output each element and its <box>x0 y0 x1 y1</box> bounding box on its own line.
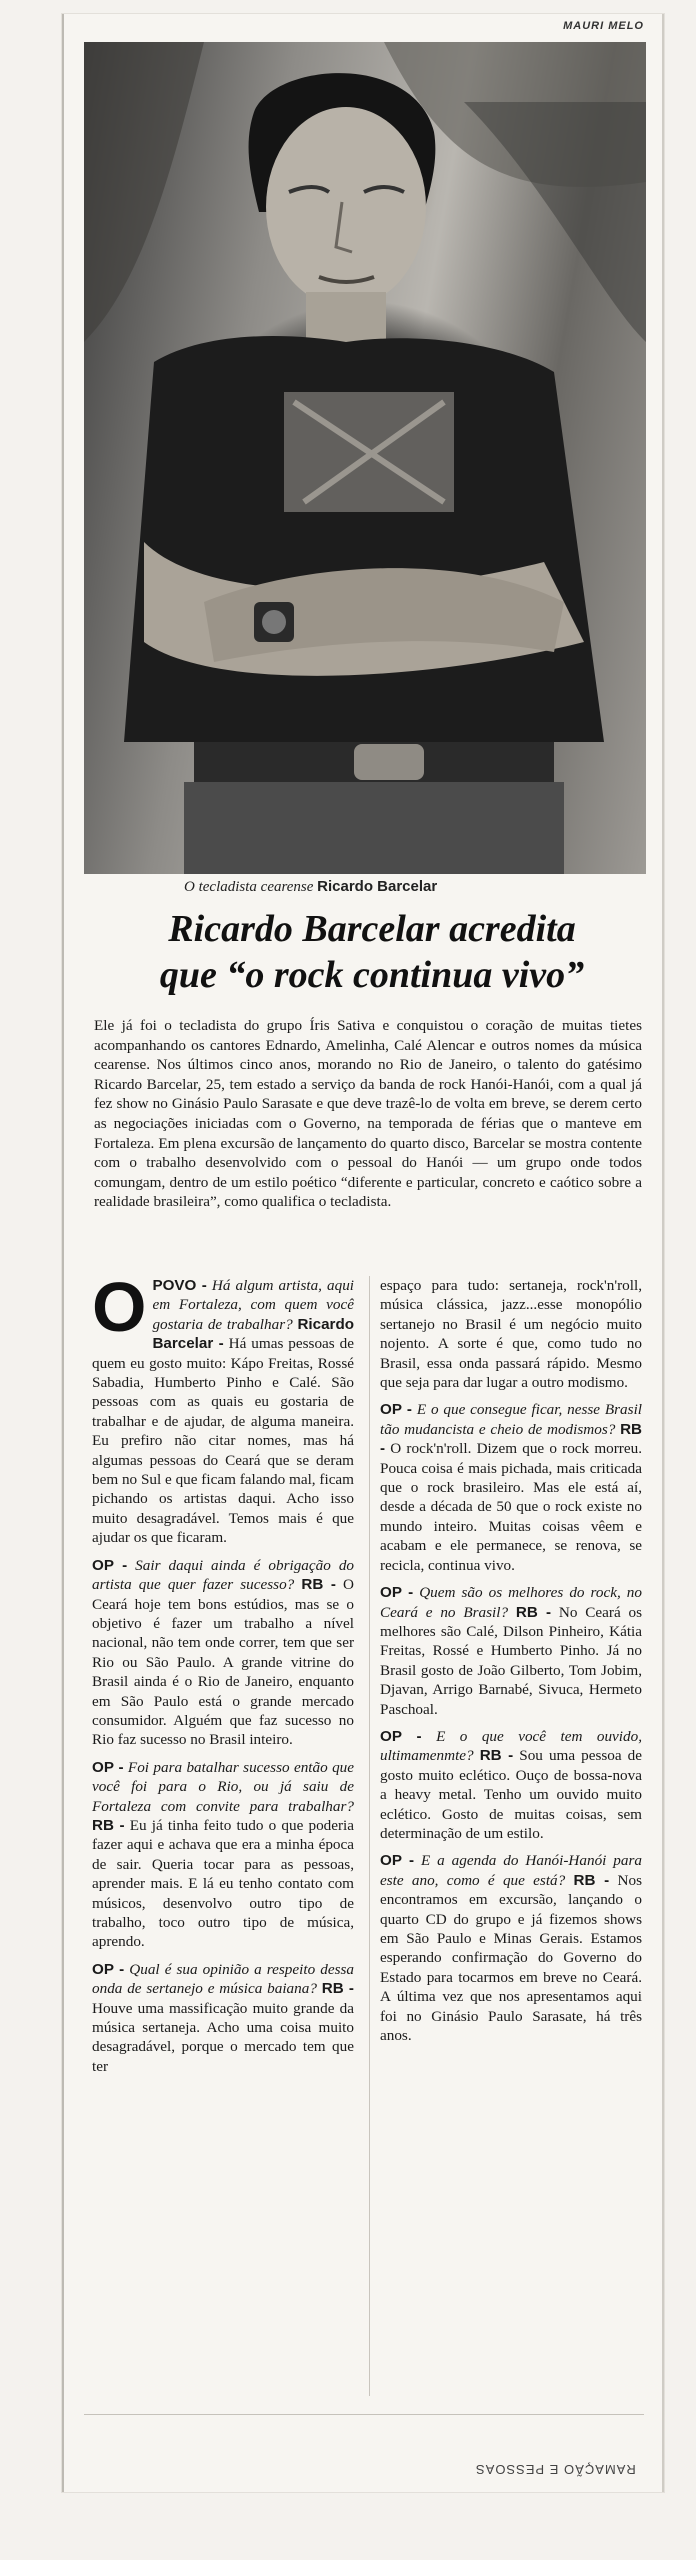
headline <box>102 906 642 998</box>
answer-tag: RB - <box>301 1576 336 1594</box>
qa-block <box>92 1268 355 1548</box>
answer-text: espaço para tudo: sertaneja, rock'n'roll, música clássica, jazz...esse monopólio sertanejo no Brasil é um negócio muito nojento. A sorte é que, como tudo no Brasil, essa onda passará rápido. Mesmo que seja para dar lugar a outro modismo. <box>380 1277 642 1392</box>
question-tag: OP - <box>380 1584 414 1602</box>
question-tag: OP - <box>92 1960 125 1978</box>
answer-tag: RB - <box>380 1420 642 1458</box>
column-divider <box>369 1276 370 2396</box>
dropcap: O <box>92 1268 147 1346</box>
qa-block <box>92 1556 354 1750</box>
headline-line-1: Ricardo Barcelar acredita <box>168 908 576 950</box>
answer-tag: RB - <box>479 1747 514 1765</box>
question-tag: OP - <box>92 1758 124 1776</box>
answer-text: Eu já tinha feito tudo o que poderia fazer aqui e achava que era a minha época de sair. Queria tocar para as pessoas, aprender mais. E lá eu tenho contato com músicos, desenvolvo outro tipo de trabalho, toco outro tipo de música, aprendo. <box>92 1816 355 1951</box>
interview-column-right <box>380 1276 642 2053</box>
question-text: Sair daqui ainda é obrigação do artista que quer fazer sucesso? <box>92 1556 355 1594</box>
interview-column-left <box>92 1268 355 2084</box>
headline-line-2: que “o rock continua vivo” <box>159 954 585 996</box>
answer-tag: RB - <box>92 1816 125 1834</box>
qa-block <box>380 1583 642 1719</box>
qa-block <box>92 1758 354 1952</box>
lead-paragraph: Ele já foi o tecladista do grupo Íris Sativa e conquistou o coração de muitas tietes acompanhando os cantores Ednardo, Amelinha, Calé Alencar e outros nomes da música cearense. Nos últimos cinco anos, morando no Rio de Janeiro, o talento do gatésimo Ricardo Barcelar, 25, tem estado a serviço da banda de rock Hanói-Hanói, com a qual já fez show no Ginásio Paulo Sarasate e que deve trazê-lo de volta em breve, se derem certo as negociações iniciadas com o Governo, na temporada de férias que o manteve em Fortaleza. Em plena excursão de lançamento do quarto disco, Barcelar se mostra contente com o trabalho desenvolvido com o pessoal do Hanói — um grupo onde todos comungam, dentro de um estilo poético “diferente e particular, concreto e caótico sobre a realidade brasileira”, como qualifica o tecladista. <box>94 1017 642 1211</box>
photo-caption <box>184 878 644 896</box>
answer-text: Nos encontramos em excursão, lançando o quarto CD do grupo e já fizemos shows em São Paulo e Minas Gerais. Estamos esperando confirmação do Governo do Estado para tocarmos em breve no Ceará. A última vez que nos apresentamos aqui foi no Ginásio Paulo Sarasate, há três anos. <box>380 1871 643 2045</box>
caption-prefix: O tecladista cearense <box>184 879 314 895</box>
question-tag: OP - <box>380 1401 412 1419</box>
question-text: Há algum artista, aqui em Fortaleza, com quem você gostaria de trabalhar? <box>152 1277 355 1333</box>
caption-name: Ricardo Barcelar <box>317 878 438 895</box>
answer-text: O rock'n'roll. Dizem que o rock morreu. Pouca coisa é mais pichada, mais criticada que o rock brasileiro. Mas ele está aí, desde a década de 50 que o rock existe no mundo inteiro. Muitas coisas vêem e acabam e ele permanece, se renova, se recicla, continua vivo. <box>380 1440 642 1574</box>
question-tag: OP - <box>380 1727 422 1745</box>
answer-tag: Ricardo Barcelar - <box>152 1315 354 1353</box>
question-text: E a agenda do Hanói-Hanói para este ano, como é que está? <box>380 1852 642 1889</box>
answer-text: O Ceará hoje tem bons estúdios, mas se o objetivo é fazer um trabalho a nível nacional, não tem onde correr, tem que ser Rio ou São Paulo. A grande vitrine do Brasil ainda é o Rio de Janeiro, enquanto em São Paulo está o grande mercado consumidor. Alguém que faz sucesso no Rio faz sucesso no Brasil inteiro. <box>92 1576 355 1749</box>
qa-block <box>380 1851 642 2045</box>
question-tag: OP - <box>92 1556 128 1574</box>
section-footer-text: RAMAÇÃO E PESSOAS <box>475 2462 636 2477</box>
question-text: Foi para batalhar sucesso então que você foi para o Rio, ou já saiu de Fortaleza com convite para trabalhar? <box>92 1758 355 1815</box>
photo-credit: MAURI MELO <box>563 20 644 32</box>
question-text: E o que consegue ficar, nesse Brasil tão mudancista e cheio de modismos? <box>380 1401 643 1438</box>
answer-text: Há umas pessoas de quem eu gosto muito: Kápo Freitas, Rossé Sabadia, Humberto Pinho e Calé. São pessoas com as quais eu gostaria de trabalhar e de ajudar, de alguma maneira. Eu prefiro não citar nomes, mas há algumas pessoas do Ceará que se deram bem no Sul e que ficam falando mal, ficam pichando os artistas daqui. Acho isso muito desagradável. Temos mais é que ajudar os que ficaram. <box>92 1335 354 1547</box>
newspaper-clipping <box>62 14 664 2492</box>
answer-tag: RB - <box>573 1871 610 1889</box>
answer-tag: RB - <box>321 1980 354 1998</box>
answer-text: Sou uma pessoa de gosto muito eclético. Ouço de bossa-nova a heavy metal. Tenho um ouvido muito eclético. Gosto de muitas coisas, sem determinação de um estilo. <box>380 1747 643 1842</box>
question-text: Quem são os melhores do rock, no Ceará e no Brasil? <box>380 1584 642 1621</box>
answer-text: Houve uma massificação muito grande da música sertaneja. Acho uma coisa muito desagradável, porque o mercado tem que ter <box>92 1999 354 2075</box>
answer-text: No Ceará os melhores são Calé, Dilson Pinheiro, Kátia Freitas, Rossé e Humberto Pinho. Já no Brasil gosto de João Gilberto, Tom Jobim, Djavan, Arrigo Barnabé, Sivuca, Hermeto Paschoal. <box>380 1603 643 1718</box>
answer-tag: RB - <box>515 1603 552 1621</box>
question-tag: OP - <box>380 1852 415 1870</box>
question-text: E o que você tem ouvido, ultimamenmte? <box>380 1727 642 1765</box>
qa-block <box>380 1727 642 1843</box>
portrait-photo <box>84 42 646 874</box>
question-text: Qual é sua opinião a respeito dessa onda de sertanejo e música baiana? <box>92 1960 354 1998</box>
qa-block <box>380 1400 642 1575</box>
question-tag: POVO - <box>152 1277 207 1294</box>
qa-continuation <box>380 1276 642 1392</box>
qa-block <box>92 1960 354 2076</box>
